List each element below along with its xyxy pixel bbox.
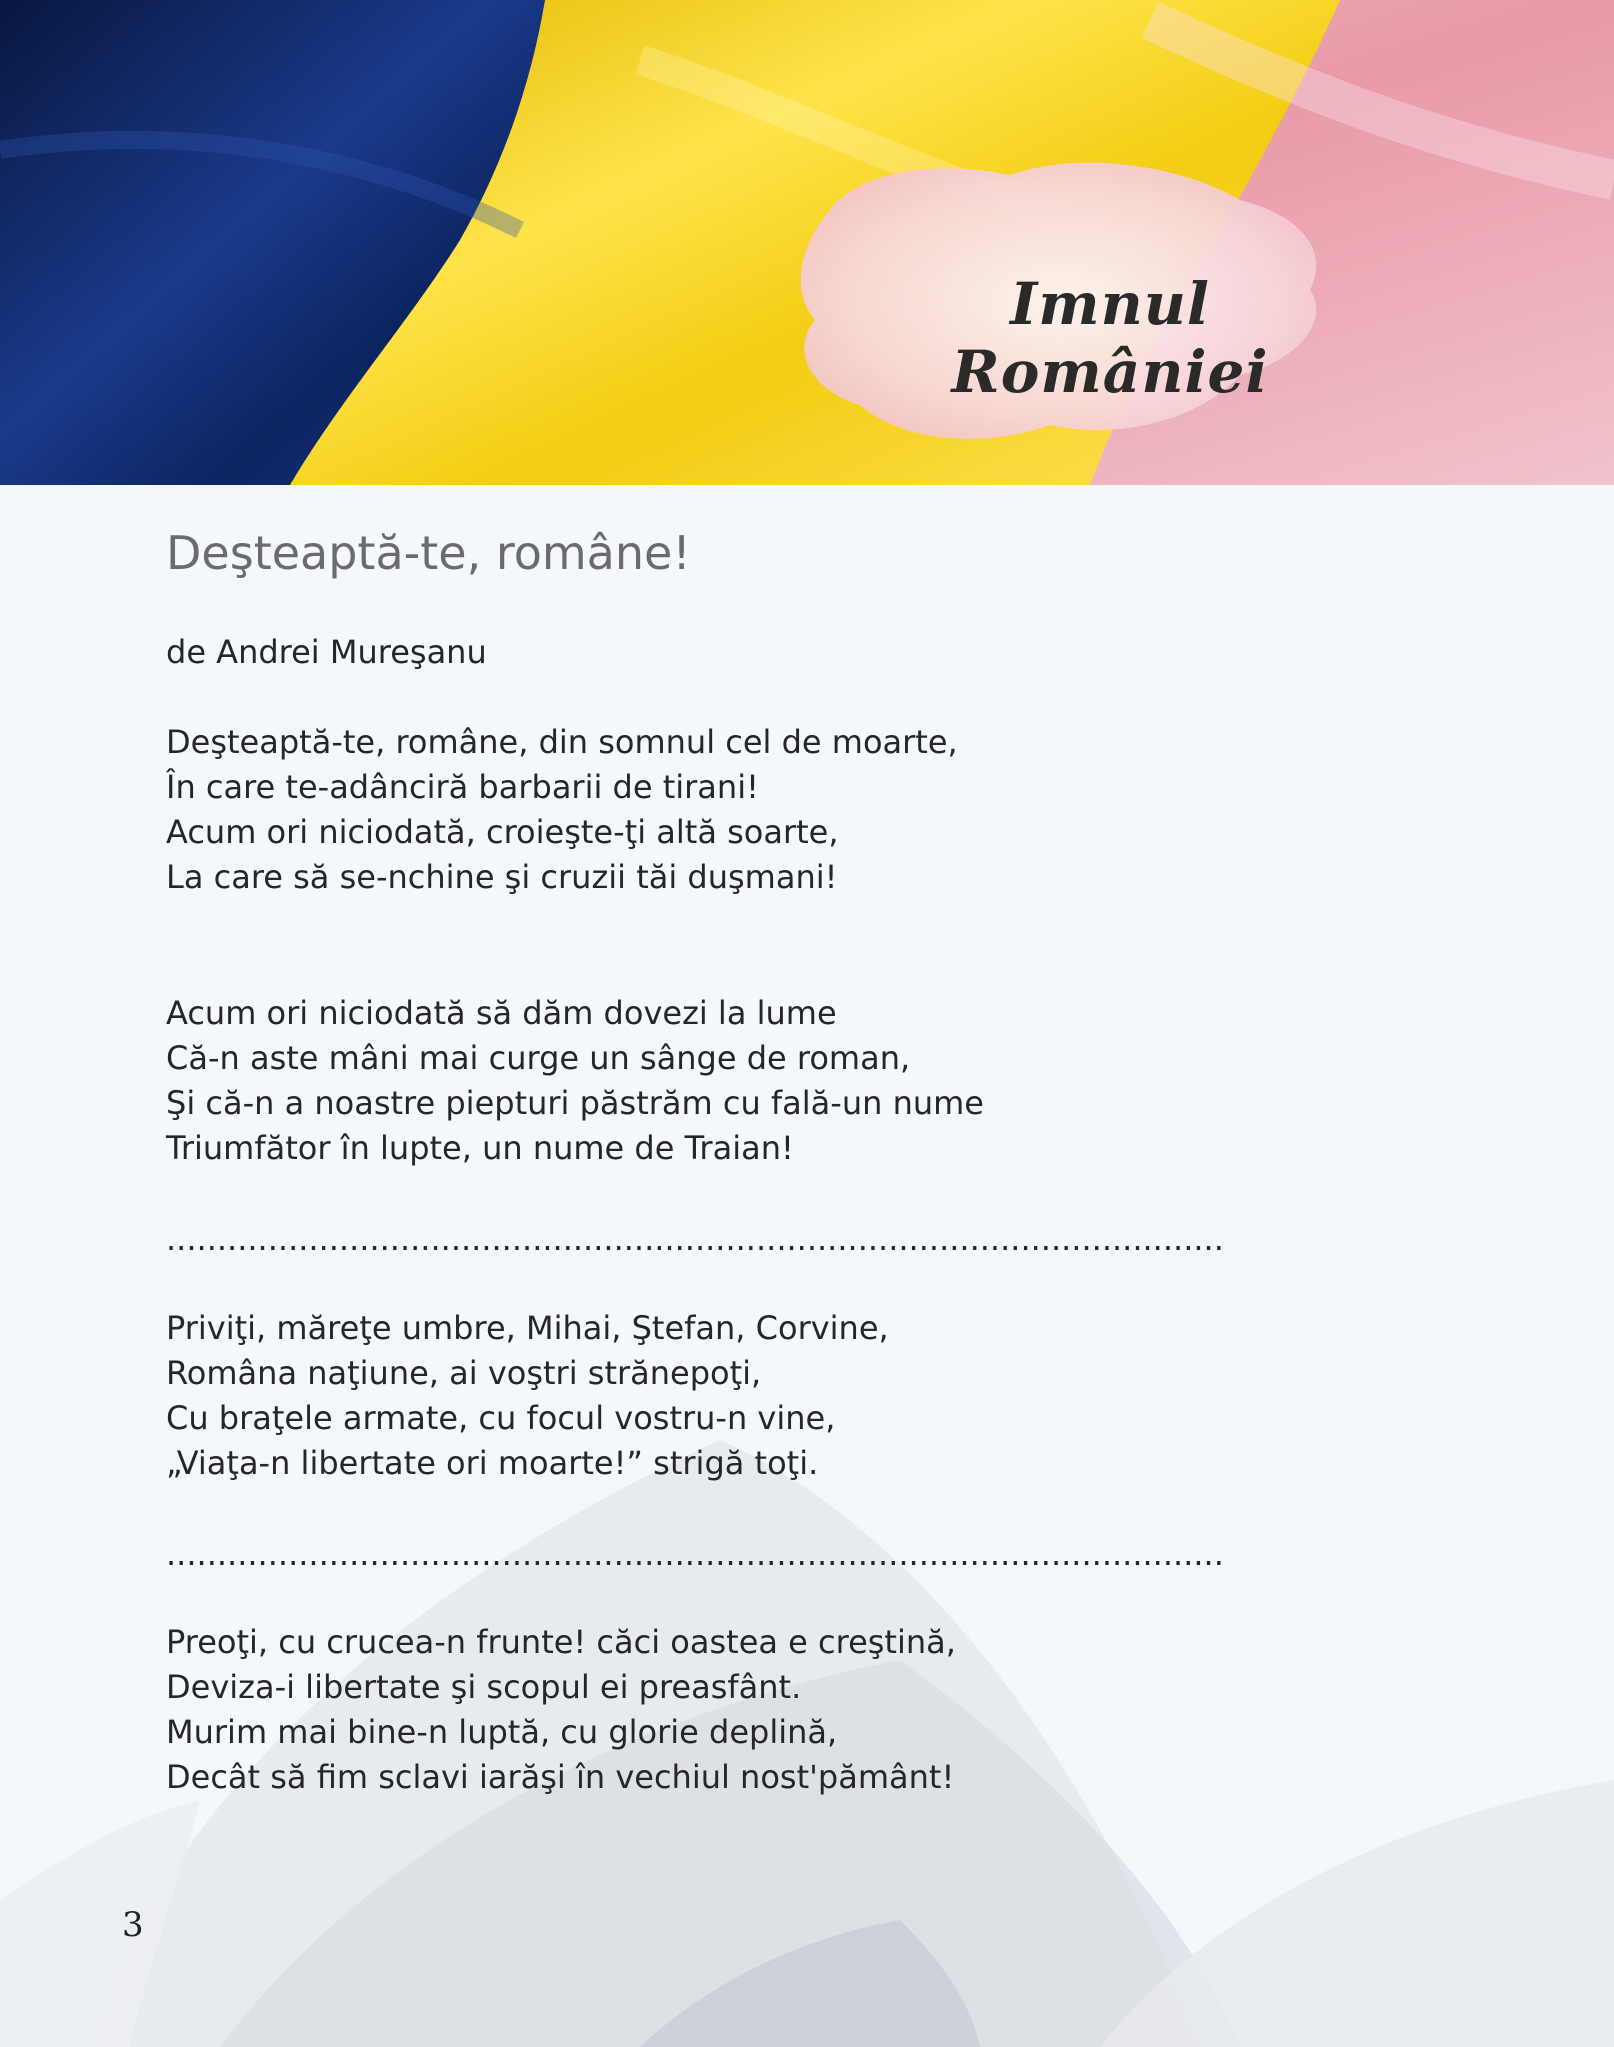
verse-line: Acum ori niciodată să dăm dovezi la lume [166, 994, 837, 1032]
verse-line: Deşteaptă-te, române, din somnul cel de moarte, [166, 723, 958, 761]
anthem-title: Imnul României [951, 270, 1269, 406]
verse-line: În care te-adânciră barbarii de tirani! [166, 768, 759, 806]
separator-dots: ........................................................................................................ [166, 1535, 1224, 1573]
stanza-3 [166, 1306, 889, 1486]
verse-line: Priviţi, măreţe umbre, Mihai, Ştefan, Corvine, [166, 1309, 889, 1347]
verse-line: Că-n aste mâni mai curge un sânge de roman, [166, 1039, 911, 1077]
page-number: 3 [122, 1905, 144, 1945]
verse-line: Acum ori niciodată, croieşte-ţi altă soarte, [166, 813, 839, 851]
verse-line: „Viaţa-n libertate ori moarte!” strigă toţi. [166, 1444, 819, 1482]
title-area [790, 230, 1330, 450]
verse-line: Şi că-n a noastre piepturi păstrăm cu fală-un nume [166, 1084, 984, 1122]
poem-title: Deşteaptă-te, române! [166, 526, 691, 580]
stanza-2 [166, 991, 984, 1171]
verse-line: Preoţi, cu crucea-n frunte! căci oastea e creştină, [166, 1623, 956, 1661]
stanza-1 [166, 720, 958, 900]
verse-line: La care să se-nchine şi cruzii tăi duşmani! [166, 858, 838, 896]
verse-line: Decât să fim sclavi iarăşi în vechiul nost'pământ! [166, 1758, 955, 1796]
verse-line: Murim mai bine-n luptă, cu glorie deplină, [166, 1713, 838, 1751]
verse-line: Cu braţele armate, cu focul vostru-n vine, [166, 1399, 836, 1437]
verse-line: Triumfător în lupte, un nume de Traian! [166, 1129, 794, 1167]
verse-line: Deviza-i libertate şi scopul ei preasfânt. [166, 1668, 802, 1706]
stanza-4 [166, 1620, 956, 1800]
verse-line: Româna naţiune, ai voştri strănepoţi, [166, 1354, 762, 1392]
flag-banner [0, 0, 1614, 485]
separator-dots: ........................................................................................................ [166, 1220, 1224, 1258]
poem-author: de Andrei Mureşanu [166, 633, 487, 671]
